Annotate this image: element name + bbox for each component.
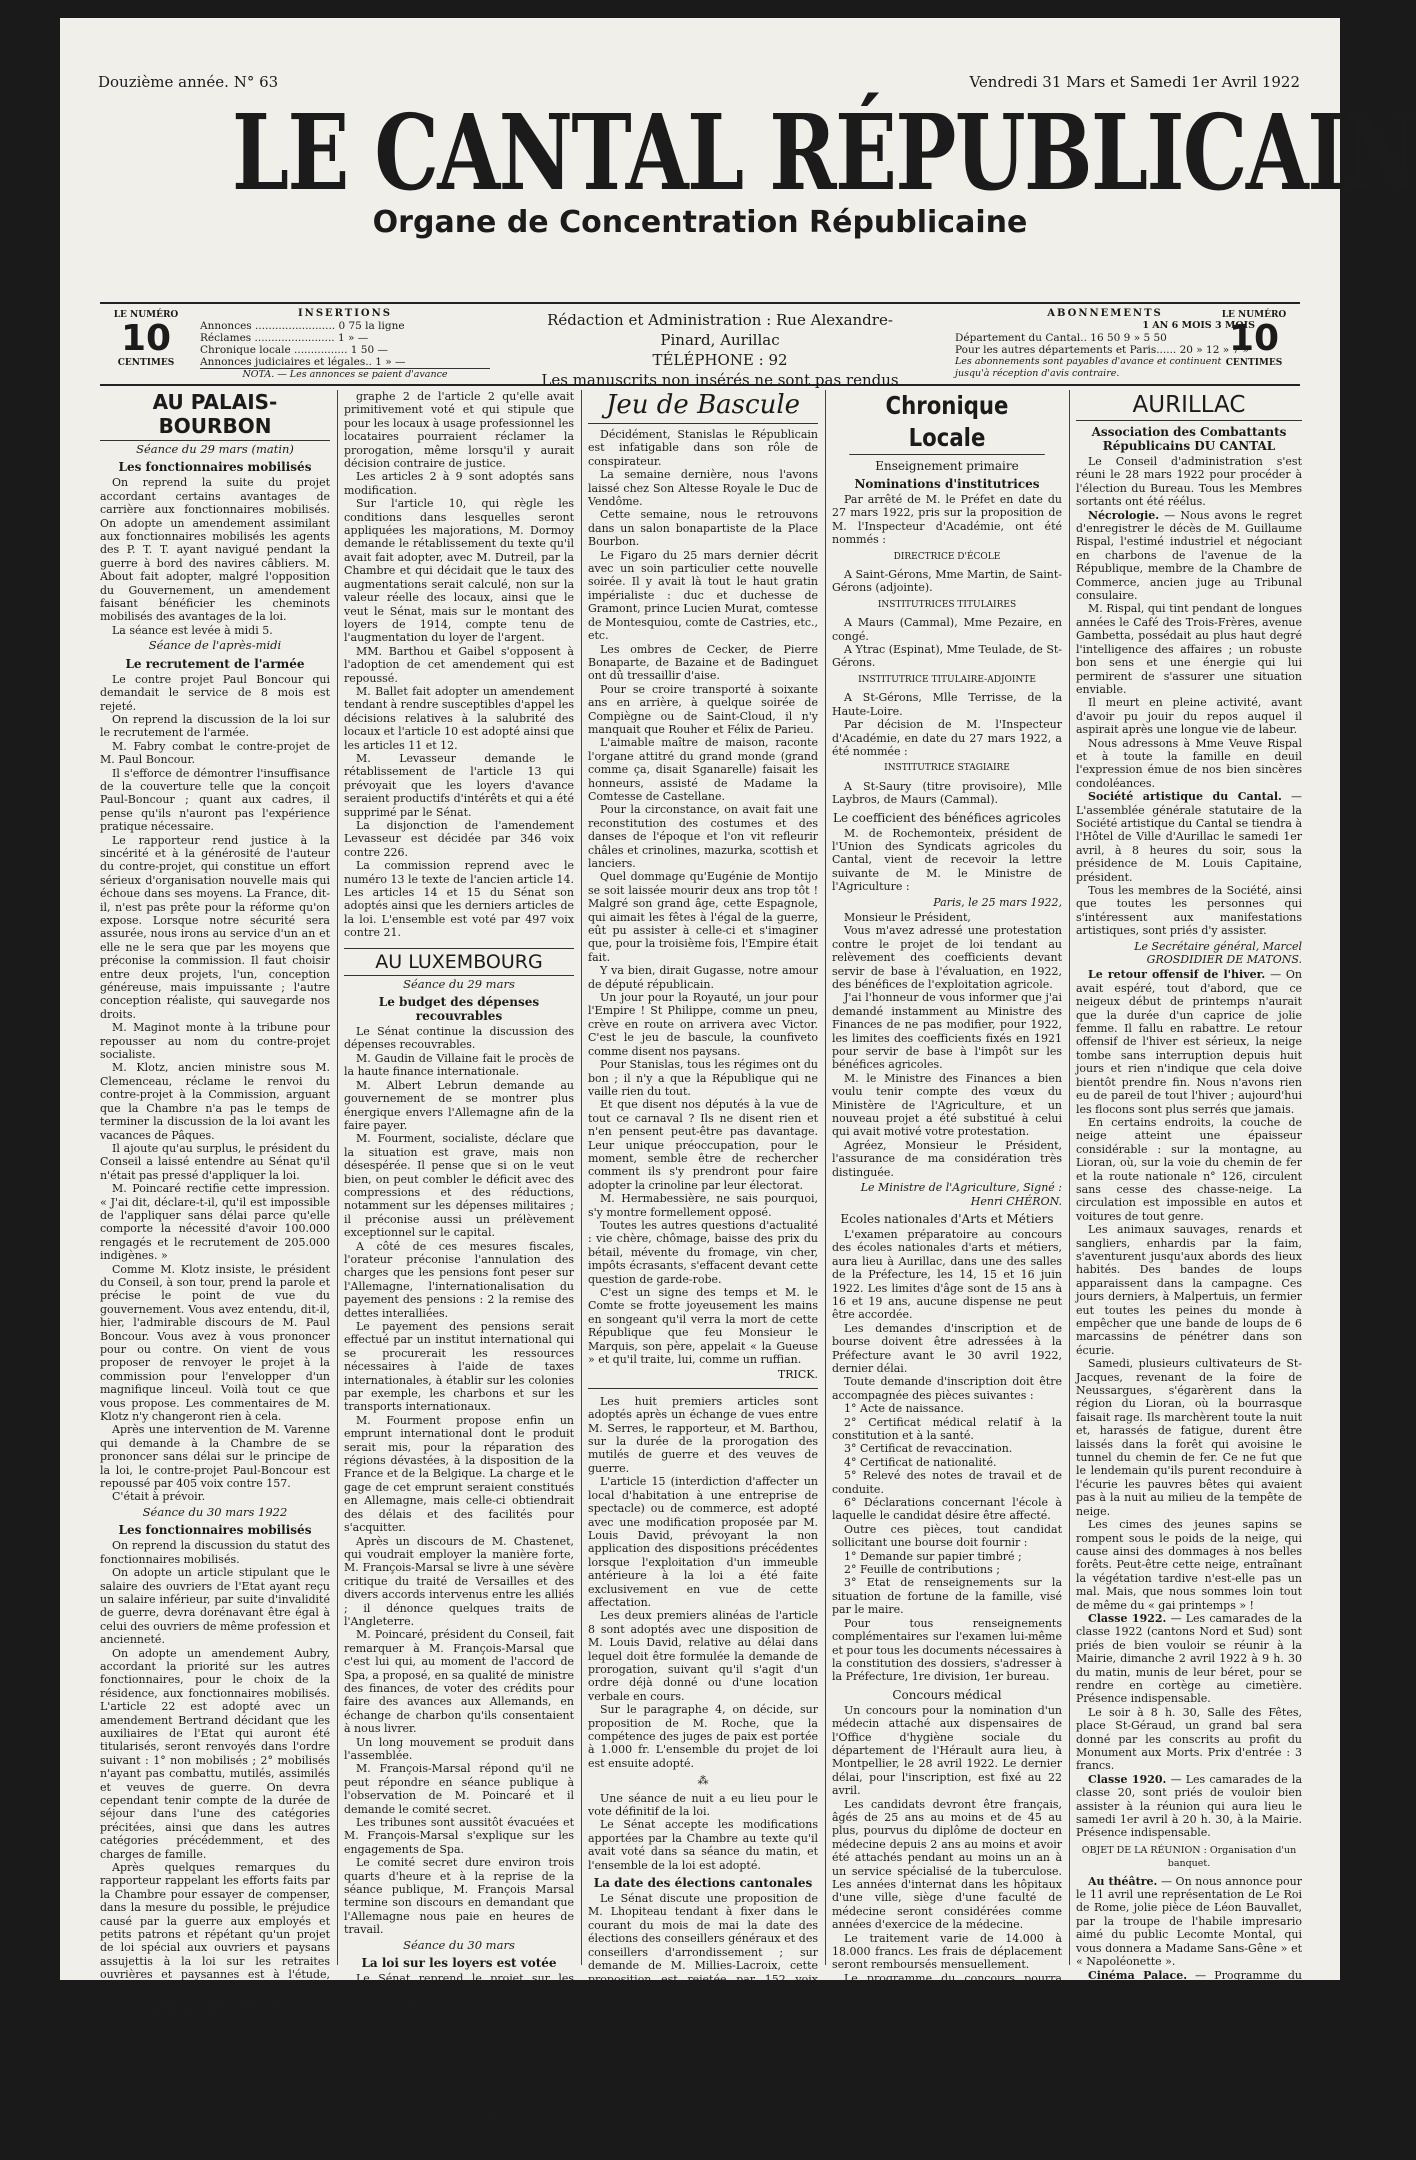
column-aurillac: AURILLAC Association des Combattants Républicains DU CANTAL Le Conseil d'administration s'est réuni le 28 mars 1922 pour procéder à l'élection du Bureau. Tous les Membres sortants ont été réélus. Nécrologie. — Nous avons le regret d'enregistrer le décès de M. Guillaume Rispal, l'estimé industriel et négociant en charbons de l'avenue de la République, membre de la Chambre de Commerce, ancien juge au Tribunal consulaire. M. Rispal, qui tint pendant de longues années le Café des Trois-Frères, avenue Gambetta, possédait au plus haut degré l'intelligence des affaires ; un robuste bon sens et une énergie qui lui permirent de s'assurer une situation enviable. Il meurt en pleine activité, avant d'avoir pu jouir du repos auquel il aspirait après une longue vie de labeur. Nous adressons à Mme Veuve Rispal et à toute la famille en deuil l'expression émue de nos bien sincères condoléances. Société artistique du Cantal. — L'assemblée générale statutaire de la Société artistique du Cantal se tiendra à l'Hôtel de Ville d'Aurillac le samedi 1er avril, à 8 heures du soir, sous la présidence de M. Louis Capitaine, président. Tous les membres de la Société, ainsi que toutes les personnes qui s'intéressent aux manifestations artistiques, sont priés d'y assister. Le Secrétaire général, Marcel GROSDIDIER DE MATONS. Le retour offensif de l'hiver. — On avait espéré, tout d'abord, que ce neigeux début de printemps n'aurait que la durée d'un caprice de jolie femme. Il fallu en rabattre. Le retour offensif de l'hiver est sérieux, la neige tombe sans interruption depuis huit jours et rien n'indique que cela doive bientôt prendre fin. Nous n'avons rien eu de pareil de tout l'hiver ; aujourd'hui les flocons sont plus serrés que jamais. En certains endroits, la couche de neige atteint une épaisseur considérable : sur la montagne, au Lioran, où, sur la voie du chemin de fer et la route nationale n° 126, circulent sans cesse des chasse-neige. La circulation est impossible en autos et voitures de tout genre. Les animaux sauvages, renards et sangliers, enhardis par la faim, s'aventurent jusqu'aux abords des lieux habités. Des bandes de loups apparaissent dans la campagne. Ces jours derniers, à Malpertuis, un fermier eut toutes les peines du monde à empêcher que une bande de loups de 6 marcassins de pénétrer dans son écurie. Samedi, plusieurs cultivateurs de St-Jacques, revenant de la foire de Neussargues, s'égarèrent dans la région du Lioran, où la bourrasque faisait rage. Ils marchèrent toute la nuit et, harassés de fatigue, durent être laissés dans la forêt qui avoisine le tunnel du chemin de fer. Ce ne fut que le lendemain qu'ils purent reconduire à l'écurie les pauvres bêtes qui avaient pas à la nuit au milieu de la tempête de neige. Les cimes des jeunes sapins se rompent sous le poids de la neige, qui cause ainsi des dommages à nos belles forêts. Peut-être cette neige, entraînant la végétation tardive n'est-elle pas un mal. Mais, que nous sommes loin tout de même du « gai printemps » ! Classe 1922. — Les camarades de la classe 1922 (cantons Nord et Sud) sont priés de bien vouloir se réunir à la Mairie, dimanche 2 avril 1922 à 9 h. 30 du matin, munis de leur béret, pour se rendre en cortège au cimetière. Présence indispensable. Le soir à 8 h. 30, Salle des Fêtes, place St-Géraud, un grand bal sera donné par les conscrits au profit du Monument aux Morts. Prix d'entrée : 3 francs. Classe 1920. — Les camarades de la classe 20, sont priés de vouloir bien assister à la réunion qui aura lieu le samedi 1er avril à 20 h. 30, à la Mairie. Présence indispensable. OBJET DE LA RÉUNION : Organisation d'un banquet. Au théâtre. — On nous annonce pour le 11 avril une représentation de Le Roi de Rome, jolie pièce de Léon Bauvallet, par la troupe de l'habile impresario aimé du public Lecomte Montal, qui vous donnera a Madame Sans-Gêne » et « Napoléonette ». Cinéma Palace. — Programme du samedi 1er avril en soirée et dimanche 2 avril en matinée et soirée. Pathé Revue. Lui frère du petit Croissant, comique. Justice d'abord, drame en 5 parties. Rigadin persécuté par Octavie, comique. Bientôt « l'aviateur masqué », Ciné Roman français en 8 épisodes. Location des places chez M. Reyt, coiffeur, place du Palais.	[1076, 392, 1303, 2129]
article-title: Chronique Locale	[849, 390, 1045, 455]
masthead	[100, 91, 1416, 248]
article-title: Jeu de Bascule	[588, 390, 818, 424]
separator-dots: ⁂	[697, 1774, 709, 1788]
info-band	[100, 302, 1300, 389]
edition-number: Douzième année. N° 63	[98, 73, 279, 91]
price-box-left: LE NUMÉRO 10 CENTIMES	[113, 310, 179, 368]
column-chronique-locale: Chronique Locale Enseignement primaire Nominations d'institutrices Par arrêté de M. le Préfet en date du 27 mars 1922, pris sur la proposition de M. l'Inspecteur d'Académie, ont été nommés : DIRECTRICE D'ÉCOLE A Saint-Gérons, Mme Martin, de Saint-Gérons (adjointe). INSTITUTRICES TITULAIRES A Maurs (Cammal), Mme Pezaire, en congé. A Ytrac (Espinat), Mme Teulade, de St-Gérons. INSTITUTRICE TITULAIRE-ADJOINTE A St-Gérons, Mlle Terrisse, de la Haute-Loire. Par décision de M. l'Inspecteur d'Académie, en date du 27 mars 1922, a été nommée : INSTITUTRICE STAGIAIRE A St-Saury (titre provisoire), Mlle Laybros, de Maurs (Cammal). Le coefficient des bénéfices agricoles M. de Rochemonteix, président de l'Union des Syndicats agricoles du Cantal, vient de recevoir la lettre suivante de M. le Ministre de l'Agriculture : Paris, le 25 mars 1922, Monsieur le Président, Vous m'avez adressé une protestation contre le projet de loi tendant au relèvement des coefficients devant servir de base à l'évaluation, en 1922, des bénéfices de l'exploitation agricole. J'ai l'honneur de vous informer que j'ai demandé instamment au Ministre des Finances de ne pas modifier, pour 1922, les limites des coefficients fixés en 1921 pour servir de base à l'impôt sur les bénéfices agricoles. M. le Ministre des Finances a bien voulu tenir compte des vœux du Ministère de l'Agriculture, et un nouveau projet a été substitué à celui qui avait motivé votre protestation. Agréez, Monsieur le Président, l'assurance de ma considération très distinguée. Le Ministre de l'Agriculture, Signé : Henri CHÉRON. Ecoles nationales d'Arts et Métiers L'examen préparatoire au concours des écoles nationales d'arts et métiers, aura lieu à Aurillac, dans une des salles de la Préfecture, les 14, 15 et 16 juin 1922. Les limites d'âge sont de 15 ans à 16 et 19 ans, aucune dispense ne peut être accordée. Les demandes d'inscription et de bourse doivent être adressées à la Préfecture avant le 30 avril 1922, dernier délai. Toute demande d'inscription doit être accompagnée des pièces suivantes : 1° Acte de naissance. 2° Certificat médical relatif à la constitution et à la santé. 3° Certificat de revaccination. 4° Certificat de nationalité. 5° Relevé des notes de travail et de conduite. 6° Déclarations concernant l'école à laquelle le candidat désire être affecté. Outre ces pièces, tout candidat sollicitant une bourse doit fournir : 1° Demande sur papier timbré ; 2° Feuille de contributions ; 3° Etat de renseignements sur la situation de fortune de la famille, visé par le maire. Pour tous renseignements complémentaires sur l'examen lui-même et pour tous les documents nécessaires à la constitution des dossiers, s'adresser à la Préfecture, 1re division, 1er bureau. Concours médical Un concours pour la nomination d'un médecin attaché aux dispensaires de l'Office d'hygiène sociale du département de l'Hérault aura lieu, à Montpellier, le 28 avril 1922. Le dernier délai, pour l'inscription, est fixé au 22 avril. Les candidats devront être français, âgés de 25 ans au moins et de 45 au plus, pourvus du diplôme de docteur en médecine depuis 2 ans au moins et avoir été attachés pendant au moins un an à un service spécialisé de la tuberculose. Les années d'internat dans les hôpitaux d'une ville, siège d'une faculté de médecine seront considérées comme années d'exercice de la médecine. Le traitement varie de 14.000 à 18.000 francs. Les frais de déplacement seront remboursés mensuellement. Le programme du concours pourra être communiqué aux candidats, à la Préfecture du Cantal, bureau des Services d'assistance.	[832, 391, 1062, 2026]
article-title: AURILLAC	[1076, 390, 1302, 421]
price-box-right: LE NUMÉRO 10 CENTIMES	[1221, 310, 1287, 368]
abonnements-box: ABONNEMENTS 1 AN 6 MOIS 3 MOIS Département du Cantal.. 16 50 9 » 5 50 Pour les autres départements et Paris...... 20 » 12 » 7 » Les abonnements sont payables d'avance et continuent jusqu'à réception d'avis contraire.	[955, 308, 1255, 379]
insertions-box: INSERTIONS Annonces ........................ 0 75 la ligne Réclames ........................ 1 » — Chronique locale ................ 1 50 — Annonces judiciaires et légales.. 1 » — NOTA. — Les annonces se paient d'avance	[200, 308, 490, 381]
newspaper-page	[60, 18, 1416, 2160]
column-rule	[1069, 390, 1070, 1965]
article-title: AU LUXEMBOURG	[344, 948, 574, 976]
column-loyers-luxembourg: graphe 2 de l'article 2 qu'elle avait primitivement voté et qui stipule que pour les locaux à usage professionnel les locataires pourraient réclamer la prorogation, même lorsqu'il y aurait décision contraire de justice. Les articles 2 à 9 sont adoptés sans modification. Sur l'article 10, qui règle les conditions dans lesquelles seront appliquées les majorations, M. Dormoy demande le rétablissement du texte qu'il avait fait adopter, avec M. Dutreil, par la Chambre et qui décidait que le taux des augmentations serait calculé, non sur la valeur réelle des locaux, ainsi que le veut le Sénat, mais sur le montant des loyers de 1914, compte tenu de l'augmentation du loyer de l'argent. MM. Barthou et Gaibel s'opposent à l'adoption de cet amendement qui est repoussé. M. Ballet fait adopter un amendement tendant à rendre susceptibles d'appel les décisions relatives à la salubrité des locaux et l'article 10 est adopté ainsi que les articles 11 et 12. M. Levasseur demande le rétablissement de l'article 13 qui prévoyait que les loyers d'avance seraient productifs d'intérêts et qui a été supprimé par le Sénat. La disjonction de l'amendement Levasseur est décidée par 346 voix contre 226. La commission reprend avec le numéro 13 le texte de l'ancien article 14. Les articles 14 et 15 du Sénat son adoptés ainsi que les derniers articles de la loi. L'ensemble est voté par 497 voix contre 21. AU LUXEMBOURG Séance du 29 mars Le budget des dépenses recouvrables Le Sénat continue la discussion des dépenses recouvrables. M. Gaudin de Villaine fait le procès de la haute finance internationale. M. Albert Lebrun demande au gouvernement de se montrer plus énergique envers l'Allemagne afin de la faire payer. M. Fourment, socialiste, déclare que la situation est grave, mais non désespérée. Il pense que si on le veut bien, on peut combler le déficit avec des compressions et des réductions, notamment sur les dépenses militaires ; il préconise aussi un prélèvement exceptionnel sur le capital. A côté de ces mesures fiscales, l'orateur préconise l'annulation des charges que les pensions font peser sur l'Allemagne, l'internationalisation du payement des pensions : 2 la remise des dettes interalliées. Le payement des pensions serait effectué par un institut international qui se procurerait les ressources nécessaires à l'aide de taxes internationales, à établir sur les colonies par exemple, les charbons et sur les transports internationaux. M. Fourment propose enfin un emprunt international dont le produit serait mis, pour la réparation des régions dévastées, à la disposition de la France et de la Belgique. La charge et le gage de cet emprunt seraient constitués en Allemagne, mais celle-ci obtiendrait des délais et des facilités pour s'acquitter. Après un discours de M. Chastenet, qui voudrait employer la manière forte, M. François-Marsal se livre à une sévère critique du traité de Versailles et des divers accords intervenus entre les alliés ; il dénonce quelques traits de l'Angleterre. M. Poincaré, président du Conseil, fait remarquer à M. François-Marsal que c'est lui qui, au moment de l'accord de Spa, a proposé, en sa qualité de ministre des finances, de voter des crédits pour faire des avances aux Allemands, en échange de charbon qu'ils consentaient à nous livrer. Un long mouvement se produit dans l'assemblée. M. François-Marsal répond qu'il ne peut répondre en séance publique à l'observation de M. Poincaré et il demande le comité secret. Les tribunes sont aussitôt évacuées et M. François-Marsal s'explique sur les engagements de Spa. Le comité secret dure environ trois quarts d'heure et à la reprise de la séance publique, M. François Marsal termine son discours en demandant que l'Allemagne nous paie en heures de travail. Séance du 30 mars La loi sur les loyers est votée Le Sénat reprend le projet sur les loyers, retour de la Chambre. L'article 1 est adopté avec le texte de la Chambre, sauf le paragraphe exonérant les locataires qui supporteront pas la double augmentation de commande des locaux et des charges prévant l'immeuble. L'article 2 (application de la prorogation de 5 ans aux cessionnaires, etc., des locaux à usage commercial, industriel, professionnel) est adopté, après avoir premier paragraphe de la Chambre.	[344, 390, 575, 2160]
issue-date: Vendredi 31 Mars et Samedi 1er Avril 1922	[969, 73, 1300, 91]
article-title: AU PALAIS-BOURBON	[100, 390, 330, 441]
redaction-box: Rédaction et Administration : Rue Alexandre-Pinard, Aurillac TÉLÉPHONE : 92 Les manuscrits non insérés ne sont pas rendus	[541, 311, 899, 389]
newspaper-title: LE CANTAL RÉPUBLICAIN	[232, 91, 1416, 214]
column-rule	[337, 390, 338, 1965]
signature: TRICK.	[777, 1368, 818, 1382]
column-palais-bourbon: AU PALAIS-BOURBON Séance du 29 mars (matin) Les fonctionnaires mobilisés On reprend la suite du projet accordant certains avantages de carrière aux fonctionnaires mobilisés. On adopte un amendement assimilant aux fonctionnaires mobilisés les agents des P. T. T. ayant navigué pendant la guerre à bord des navires câbliers. M. About fait adopter, malgré l'opposition du Gouvernement, un amendement faisant bénéficier les cheminots mobilisés des avantages de la loi. La séance est levée à midi 5. Séance de l'après-midi Le recrutement de l'armée Le contre projet Paul Boncour qui demandait le service de 8 mois est rejeté. On reprend la discussion de la loi sur le recrutement de l'armée. M. Fabry combat le contre-projet de M. Paul Boncour. Il s'efforce de démontrer l'insuffisance de la couverture telle que la conçoit Paul-Boncour ; quant aux cadres, il pense qu'ils n'auront pas l'expérience pratique nécessaire. Le rapporteur rend justice à la sincérité et à la générosité de l'auteur du contre-projet, qui constitue un effort sérieux d'organisation nouvelle mais qui échoue dans ses moyens. La France, dit-il, n'est pas prête pour la réforme qu'on expose. Lorsque notre sécurité sera assurée, nous irons au service d'un an et elle ne le sera que par les moyens que préconise la commission. Il faut choisir entre deux projets, l'un, conception généreuse, mais impuissante ; l'autre conception réaliste, qui sauvegarde nos droits. M. Maginot monte à la tribune pour repousser au nom du contre-projet socialiste. M. Klotz, ancien ministre sous M. Clemenceau, réclame le renvoi du contre-projet à la Commission, arguant que la Chambre n'a pas le temps de terminer la discussion de la loi avant les vacances de Pâques. Il ajoute qu'au surplus, le président du Conseil a laissé entendre au Sénat qu'il n'était pas pressé d'appliquer la loi. M. Poincaré rectifie cette impression. « J'ai dit, déclare-t-il, qu'il est impossible de l'appliquer sans délai parce qu'elle comporte la nécessité d'avoir 100.000 rengagés et le recrutement de 205.000 indigènes. » Comme M. Klotz insiste, le président du Conseil, à son tour, prend la parole et précise le point de vue du gouvernement. Vous avez entendu, dit-il, hier, l'admirable discours de M. Paul Boncour. Vous avez à vous prononcer pour ou contre. On vient de vous proposer de renvoyer le projet à la commission pour l'envelopper d'un magnifique linceul. Voilà tout ce que vous propose. Les commentaires de M. Klotz n'y changeront rien à cela. Après une intervention de M. Varenne qui demande à la Chambre de se prononcer sans délai sur le principe de la loi, le contre-projet Paul-Boncour est repoussé par 405 voix contre 157. C'était à prévoir. Séance du 30 mars 1922 Les fonctionnaires mobilisés On reprend la discussion du statut des fonctionnaires mobilisés. On adopte un article stipulant que le salaire des ouvriers de l'Etat ayant reçu un salaire inférieur, par suite d'invalidité de guerre, devra dorénavant être égal à celui des ouvriers de même profession et ancienneté. On adopte un amendement Aubry, accordant la priorité sur les autres fonctionnaires, pour le choix de la résidence, aux fonctionnaires mobilisés. L'article 22 est adopté avec un amendement Bertrand décidant que les auxiliaires de l'Etat qui auront été titularisés, seront renvoyés dans l'ordre suivant : 1° non mobilisés ; 2° mobilisés n'ayant pas combattu, mutilés, assimilés et veuves de guerre. On devra cependant tenir compte de la durée de séjour dans l'une des catégories précitées, ainsi que dans les autres catégories précédemment, et des charges de famille. Après quelques remarques du rapporteur rappelant les efforts faits par la Chambre pour essayer de compenser, dans la mesure du possible, le préjudice causé par la guerre aux employés et petits patrons et répétant qu'un projet de loi spécial aux ouvriers et paysans assujettis à la loi sur les retraites ouvrières et paysannes est à l'étude, l'ensemble de la loi est voté. La loi sur les loyers On reprend la loi sur les loyers, retour du Sénat. L'article premier est adopté, son texte n'ayant pas subi de modification. La Chambre rétablit le texte du para-	[100, 390, 330, 2082]
column-rule	[825, 390, 826, 1965]
column-rule	[581, 390, 582, 1965]
newspaper-subtitle: Organe de Concentration Républicaine	[372, 205, 1028, 240]
column-jeu-de-bascule: Jeu de Bascule Décidément, Stanislas le Républicain est infatigable dans son rôle de conspirateur. La semaine dernière, nous l'avons laissé chez Son Altesse Royale le Duc de Vendôme. Cette semaine, nous le retrouvons dans un salon bonapartiste de la Place Bourbon. Le Figaro du 25 mars dernier décrit avec un soin particulier cette nouvelle soirée. Il y avait là tout le haut gratin impérialiste : duc et duchesse de Gramont, prince Lucien Murat, comtesse de Montesquiou, comte de Castries, etc., etc. Les ombres de Cecker, de Pierre Bonaparte, de Bazaine et de Badinguet ont dû tressaillir d'aise. Pour se croire transporté à soixante ans en arrière, à quelque soirée de Compiègne ou de Saint-Cloud, il n'y manquait que Rouher et Félix de Parieu. L'aimable maître de maison, raconte l'organe attitré du grand monde (grand comme ça, disait Sganarelle) faisait les honneurs, assisté de Madame la Comtesse de Castellane. Pour la circonstance, on avait fait une reconstitution des costumes et des danses de l'époque et l'on vit refleurir châles et crinolines, mazurka, scottish et lanciers. Quel dommage qu'Eugénie de Montijo se soit laissée mourir deux ans trop tôt ! Malgré son grand âge, cette Espagnole, qui aimait les fêtes à l'égal de la guerre, eût pu assister à celle-ci et s'imaginer que, pour la troisième fois, l'Empire était fait. Y va bien, dirait Gugasse, notre amour de député républicain. Un jour pour la Royauté, un jour pour l'Empire ! St Philippe, comme un pneu, crève en route on arrivera avec Victor. C'est le jeu de bascule, la counfiveto comme disent nos paysans. Pour Stanislas, tous les régimes ont du bon ; il n'y a que la République qui ne vaille rien du tout. Et que disent nos députés à la vue de tout ce carnaval ? Ils ne disent rien et n'en pensent peut-être pas davantage. Leur unique préoccupation, pour le moment, semble être de rechercher comment ils s'y prendront pour faire adopter la crinoline par leur électorat. M. Hermabessière, ne sais pourquoi, s'y montre formellement opposé. Toutes les autres questions d'actualité : vie chère, chômage, baisse des prix du bétail, mévente du fromage, vin cher, impôts écrasants, s'effacent devant cette question de garde-robe. C'est un signe des temps et M. le Comte se frotte joyeusement les mains en songeant qu'il verra la mort de cette République que feu Monsieur le Marquis, son père, appelait « la Gueuse » et qu'il traite, lui, comme un ruffian. TRICK. Les huit premiers articles sont adoptés après un échange de vues entre M. Serres, le rapporteur, et M. Barthou, sur la durée de la prorogation des mutilés de guerre et des veuves de guerre. L'article 15 (interdiction d'affecter un local d'habitation à une entreprise de spectacle) ou de commerce, est adopté avec une modification proposée par M. Louis David, prévoyant la non application des dispositions précédentes lorsque l'exploitation d'un immeuble antérieure à la loi a été faite exclusivement en vue de cette affectation. Les deux premiers alinéas de l'article 8 sont adoptés avec une disposition de M. Louis David, relative au délai dans lequel doit être formulée la demande de prorogation, suivant qu'il s'agit d'un ordre déjà donné ou d'une location verbale en cours. Sur le paragraphe 4, on décide, sur proposition de M. Roche, que la compétence des juges de paix est portée à 1.000 fr. L'ensemble du projet de loi est ensuite adopté. ⁂ Une séance de nuit a eu lieu pour le vote définitif de la loi. Le Sénat accepte les modifications apportées par la Chambre au texte qu'il avait voté dans sa séance du matin, et l'ensemble de la loi est adopté. La date des élections cantonales Le Sénat discute une proposition de M. Lhopiteau tendant à fixer dans le courant du mois de mai la date des élections des conseillers généraux et des conseillers d'arrondissement ; sur demande de M. Millies-Lacroix, cette proposition est rejetée par 152 voix contre 136.	[588, 390, 818, 1999]
